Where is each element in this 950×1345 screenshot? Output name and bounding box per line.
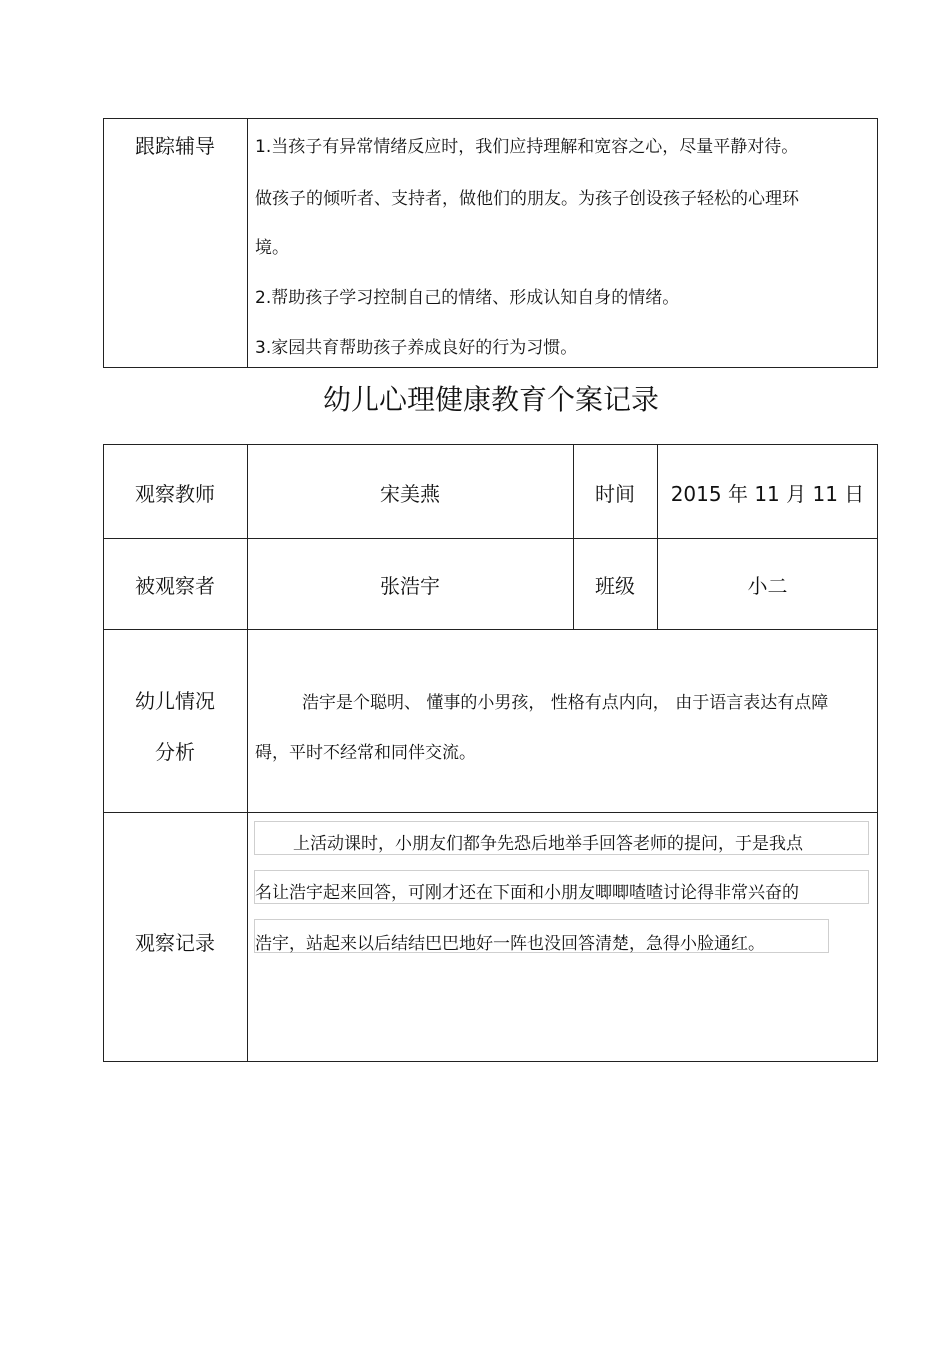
observer-value: 宋美燕 bbox=[380, 482, 440, 506]
record-table-row-divider-2 bbox=[103, 629, 878, 630]
guidance-table-divider bbox=[247, 118, 248, 368]
analysis-text-line-1: 浩宇是个聪明、 懂事的小男孩， 性格有点内向， 由于语言表达有点障 bbox=[302, 693, 829, 713]
observer-label: 观察教师 bbox=[135, 482, 215, 506]
guidance-line-1: 1.当孩子有异常情绪反应时，我们应持理解和宽容之心，尽量平静对待。 bbox=[255, 137, 799, 157]
guidance-label: 跟踪辅导 bbox=[135, 134, 215, 158]
record-text-line-1: 上活动课时，小朋友们都争先恐后地举手回答老师的提问，于是我点 bbox=[293, 834, 803, 854]
record-text-line-3: 浩宇，站起来以后结结巴巴地好一阵也没回答清楚，急得小脸通红。 bbox=[255, 934, 765, 954]
guidance-line-5: 3.家园共育帮助孩子养成良好的行为习惯。 bbox=[255, 338, 578, 358]
record-table-col-divider-2 bbox=[573, 444, 574, 630]
record-table-row-divider-3 bbox=[103, 812, 878, 813]
class-label: 班级 bbox=[595, 574, 635, 598]
observed-child-value: 张浩宇 bbox=[380, 574, 440, 598]
analysis-label-line-2: 分析 bbox=[155, 740, 195, 764]
guidance-line-4: 2.帮助孩子学习控制自己的情绪、形成认知自身的情绪。 bbox=[255, 288, 680, 308]
record-label: 观察记录 bbox=[135, 931, 215, 955]
page-title: 幼儿心理健康教育个案记录 bbox=[322, 383, 659, 416]
record-text-line-2: 名让浩宇起来回答，可刚才还在下面和小朋友唧唧喳喳讨论得非常兴奋的 bbox=[255, 883, 799, 903]
analysis-label-line-1: 幼儿情况 bbox=[135, 689, 215, 713]
record-table-col-divider-3 bbox=[657, 444, 658, 630]
observed-child-label: 被观察者 bbox=[135, 574, 215, 598]
time-label: 时间 bbox=[595, 482, 635, 506]
analysis-text-line-2: 碍，平时不经常和同伴交流。 bbox=[255, 743, 476, 763]
class-value: 小二 bbox=[747, 574, 788, 598]
record-table-row-divider-1 bbox=[103, 538, 878, 539]
time-value: 2015 年 11 月 11 日 bbox=[670, 482, 865, 506]
guidance-line-3: 境。 bbox=[255, 238, 289, 258]
guidance-line-2: 做孩子的倾听者、支持者，做他们的朋友。为孩子创设孩子轻松的心理环 bbox=[255, 189, 799, 209]
record-table-col-divider bbox=[247, 444, 248, 1062]
